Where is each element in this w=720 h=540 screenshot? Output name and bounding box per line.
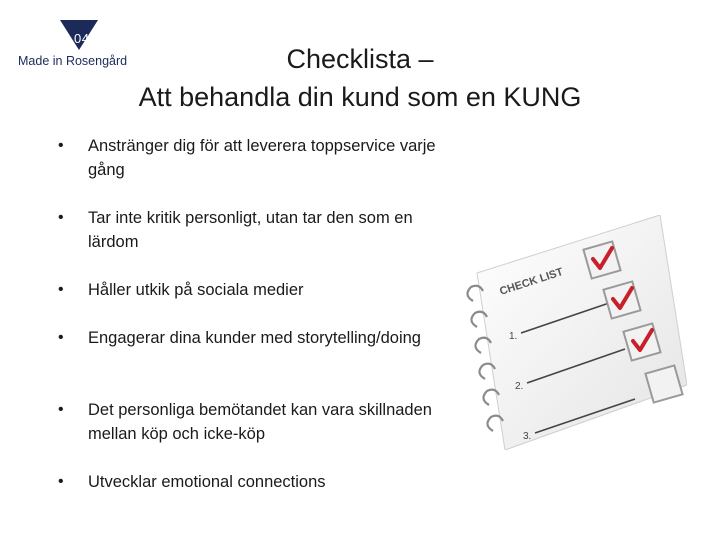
bullet-item (58, 326, 458, 350)
page-title (80, 40, 640, 116)
logo-text: Made in Rosengård (18, 54, 128, 68)
bullet-text: Tar inte kritik personligt, utan tar den som en lärdom (88, 209, 413, 251)
checklist-item-1: 1. (509, 331, 518, 342)
bullet-dot: • (58, 281, 64, 298)
bullet-dot: • (58, 401, 64, 418)
bullet-text: Håller utkik på sociala medier (88, 281, 304, 299)
title-line-2: Att behandla din kund som en KUNG (138, 82, 582, 112)
bullet-text: Engagerar dina kunder med storytelling/doing (88, 329, 421, 347)
bullet-item (58, 278, 458, 302)
bullet-text: Utvecklar emotional connections (88, 473, 326, 491)
checklist-item-2: 2. (515, 381, 524, 392)
logo-number: 040 (74, 31, 98, 46)
bullet-dot: • (58, 329, 64, 346)
checklist-heading: CHECK LIST (498, 266, 565, 298)
checklist-clipboard-icon (455, 215, 687, 450)
bullet-dot: • (58, 209, 64, 226)
checklist-item-3: 3. (523, 431, 532, 442)
checklist-illustration (455, 215, 687, 450)
bullet-item (58, 470, 458, 494)
title-line-1: Checklista – (286, 44, 434, 74)
bullet-dot: • (58, 137, 64, 154)
bullet-text: Det personliga bemötandet kan vara skillnaden mellan köp och icke-köp (88, 401, 432, 443)
bullet-text: Anstränger dig för att leverera toppservice varje gång (88, 137, 436, 179)
bullet-dot: • (58, 473, 64, 490)
bullet-item (58, 134, 458, 182)
bullet-item (58, 398, 458, 446)
bullet-item (58, 206, 458, 254)
